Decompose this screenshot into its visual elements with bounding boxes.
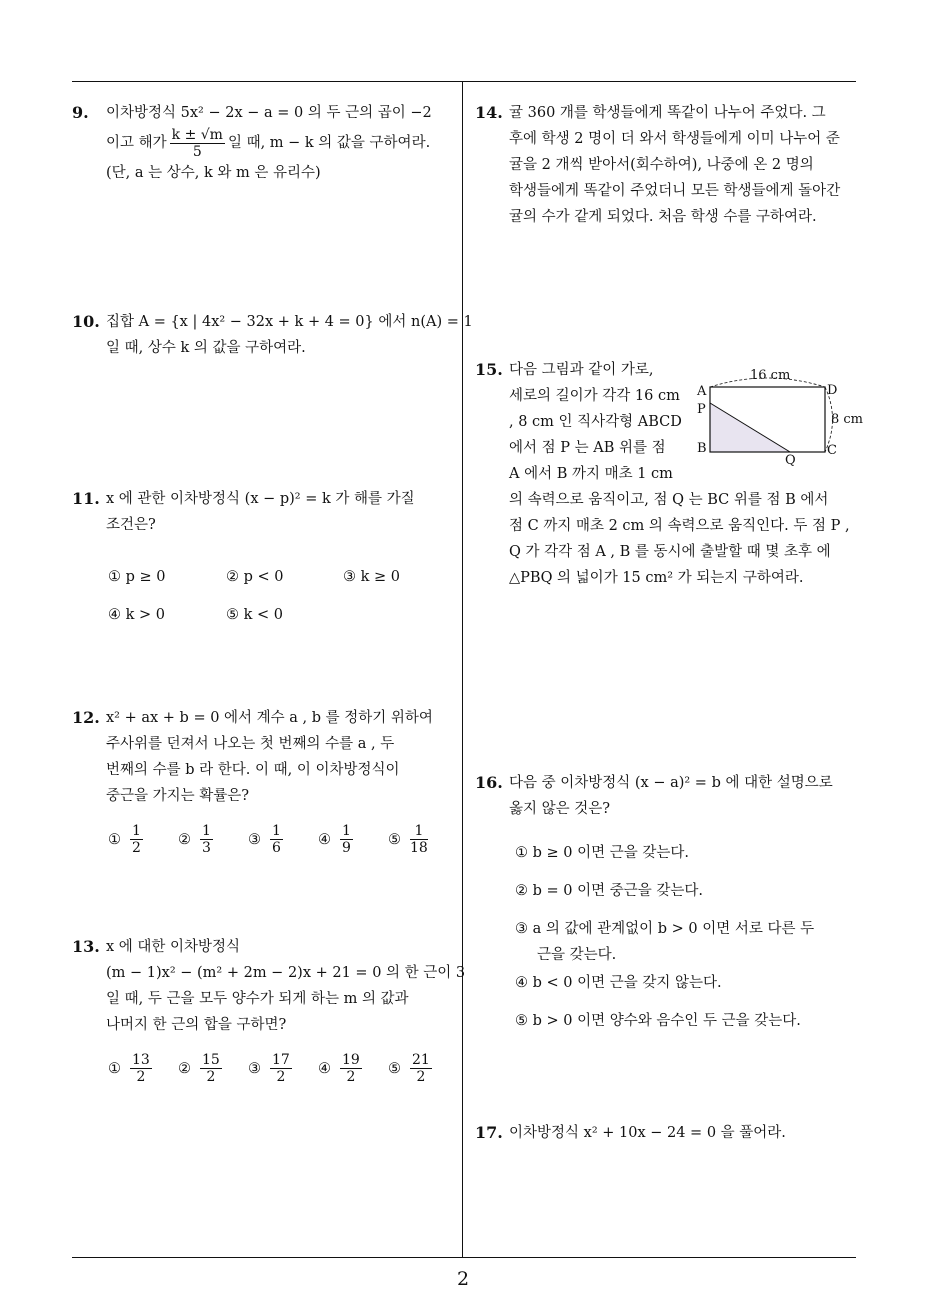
question-number: 14. — [475, 103, 503, 122]
question-text: 나머지 한 근의 합을 구하면? — [106, 1017, 287, 1033]
options-row — [106, 1052, 457, 1096]
question-text: 귤 360 개를 학생들에게 똑같이 나누어 주었다. 그 — [509, 105, 826, 121]
question-text: 세로의 길이가 각각 16 cm — [509, 388, 680, 404]
answer-option[interactable]: ② p < 0 — [226, 569, 284, 585]
answer-option[interactable]: ④ k > 0 — [108, 607, 165, 623]
answer-option[interactable]: ③ a 의 값에 관계없이 b > 0 이면 서로 다른 두 — [515, 921, 815, 937]
answer-option[interactable]: ② $\frac{1}{3}$ — [178, 823, 211, 856]
page-number: 2 — [456, 1268, 470, 1290]
answer-option[interactable]: ② b = 0 이면 중근을 갖는다. — [515, 883, 703, 899]
options-row — [106, 602, 457, 640]
question-text: 중근을 가지는 확률은? — [106, 788, 250, 804]
question-text: 이차방정식 x² + 10x − 24 = 0 을 풀어라. — [509, 1125, 786, 1141]
answer-option[interactable]: ④ $\frac{19}{2}$ — [318, 1052, 360, 1085]
question-text: x 에 대한 이차방정식 — [106, 939, 241, 955]
answer-option[interactable]: ③ $\frac{17}{2}$ — [248, 1052, 290, 1085]
fraction: $\frac{k \pm √m}{5}$ — [171, 126, 223, 160]
answer-option[interactable]: ③ $\frac{1}{6}$ — [248, 823, 281, 856]
question-text: x² + ax + b = 0 에서 계수 a , b 를 정하기 위하여 — [106, 710, 433, 726]
question-text: 다음 그림과 같이 가로, — [509, 362, 654, 378]
question-text: 점 C 까지 매초 2 cm 의 속력으로 움직인다. 두 점 P , — [509, 518, 850, 534]
vertex-label-b: B — [697, 441, 707, 456]
question-13 — [72, 934, 466, 1096]
question-text: 집합 A = {x | 4x² − 32x + k + 4 = 0} 에서 n(A) = 1 — [106, 314, 473, 330]
rectangle-figure — [695, 365, 865, 470]
question-14 — [475, 100, 860, 230]
question-number: 11. — [72, 489, 100, 508]
question-11 — [72, 486, 457, 640]
question-9 — [72, 100, 457, 186]
column-divider — [462, 81, 463, 1258]
height-label: 8 cm — [831, 412, 864, 427]
question-text: 일 때, 상수 k 의 값을 구하여라. — [106, 340, 306, 356]
question-condition: (단, a 는 상수, k 와 m 은 유리수) — [106, 165, 321, 181]
question-number: 17. — [475, 1123, 503, 1142]
options-row — [106, 564, 457, 602]
answer-option[interactable]: ⑤ k < 0 — [226, 607, 283, 623]
question-16 — [475, 770, 860, 1034]
vertex-label-d: D — [827, 383, 838, 398]
question-number: 13. — [72, 937, 100, 956]
question-17 — [475, 1120, 860, 1146]
question-text: 에서 점 P 는 AB 위를 점 — [509, 440, 666, 456]
question-number: 12. — [72, 708, 100, 727]
answer-option[interactable]: ⑤ $\frac{1}{18}$ — [388, 823, 428, 856]
vertex-label-p: P — [697, 402, 706, 417]
answer-option[interactable]: ⑤ $\frac{21}{2}$ — [388, 1052, 430, 1085]
question-text: 주사위를 던져서 나오는 첫 번째의 수를 a , 두 — [106, 736, 395, 752]
answer-option[interactable]: ② $\frac{15}{2}$ — [178, 1052, 220, 1085]
question-10 — [72, 309, 473, 361]
question-text: 의 속력으로 움직이고, 점 Q 는 BC 위를 점 B 에서 — [509, 492, 829, 508]
answer-option[interactable]: ① $\frac{13}{2}$ — [108, 1052, 150, 1085]
question-text: 조건은? — [106, 517, 156, 533]
answer-option[interactable]: ④ $\frac{1}{9}$ — [318, 823, 351, 856]
question-text: 후에 학생 2 명이 더 와서 학생들에게 이미 나누어 준 — [509, 131, 840, 147]
answer-option-continued: 근을 갖는다. — [537, 947, 617, 963]
question-number: 10. — [72, 312, 100, 331]
question-text: 이차방정식 5x² − 2x − a = 0 의 두 근의 곱이 −2 — [106, 105, 432, 121]
triangle-pbq — [710, 403, 790, 452]
question-text: 귤의 수가 같게 되었다. 처음 학생 수를 구하여라. — [509, 209, 817, 225]
answer-option[interactable]: ① b ≥ 0 이면 근을 갖는다. — [515, 845, 689, 861]
question-text: , 8 cm 인 직사각형 ABCD — [509, 414, 682, 430]
question-text: 귤을 2 개씩 받아서(회수하여), 나중에 온 2 명의 — [509, 157, 814, 173]
bottom-rule — [72, 1257, 856, 1258]
answer-option[interactable]: ① p ≥ 0 — [108, 569, 166, 585]
vertex-label-c: C — [827, 443, 837, 458]
question-12 — [72, 705, 457, 867]
question-text: 다음 중 이차방정식 (x − a)² = b 에 대한 설명으로 — [509, 775, 833, 791]
answer-option[interactable]: ③ k ≥ 0 — [343, 569, 400, 585]
question-text: (m − 1)x² − (m² + 2m − 2)x + 21 = 0 의 한 근이 3 — [106, 965, 466, 981]
question-text: Q 가 각각 점 A , B 를 동시에 출발할 때 몇 초후 에 — [509, 544, 831, 560]
question-text: 일 때, 두 근을 모두 양수가 되게 하는 m 의 값과 — [106, 991, 409, 1007]
options-row — [106, 823, 457, 867]
question-text: x 에 관한 이차방정식 (x − p)² = k 가 해를 가질 — [106, 491, 415, 507]
question-text: 학생들에게 똑같이 주었더니 모든 학생들에게 돌아간 — [509, 183, 841, 199]
width-label: 16 cm — [750, 368, 791, 383]
question-number: 16. — [475, 773, 503, 792]
vertex-label-a: A — [697, 384, 707, 399]
vertex-label-q: Q — [785, 453, 796, 468]
answer-option[interactable]: ④ b < 0 이면 근을 갖지 않는다. — [515, 975, 722, 991]
question-text: △PBQ 의 넓이가 15 cm² 가 되는지 구하여라. — [509, 570, 804, 586]
question-number: 15. — [475, 360, 503, 379]
question-text-line: 이고 해가 $\frac{k \pm √m}{5}$ 일 때, m − k 의 값을 구하여라. — [106, 126, 431, 160]
question-text: 번째의 수를 b 라 한다. 이 때, 이 이차방정식이 — [106, 762, 400, 778]
top-rule — [72, 81, 856, 82]
question-text: A 에서 B 까지 매초 1 cm — [509, 466, 673, 482]
question-number: 9. — [72, 103, 89, 122]
answer-option[interactable]: ⑤ b > 0 이면 양수와 음수인 두 근을 갖는다. — [515, 1013, 801, 1029]
answer-option[interactable]: ① $\frac{1}{2}$ — [108, 823, 141, 856]
question-text: 옳지 않은 것은? — [509, 801, 611, 817]
